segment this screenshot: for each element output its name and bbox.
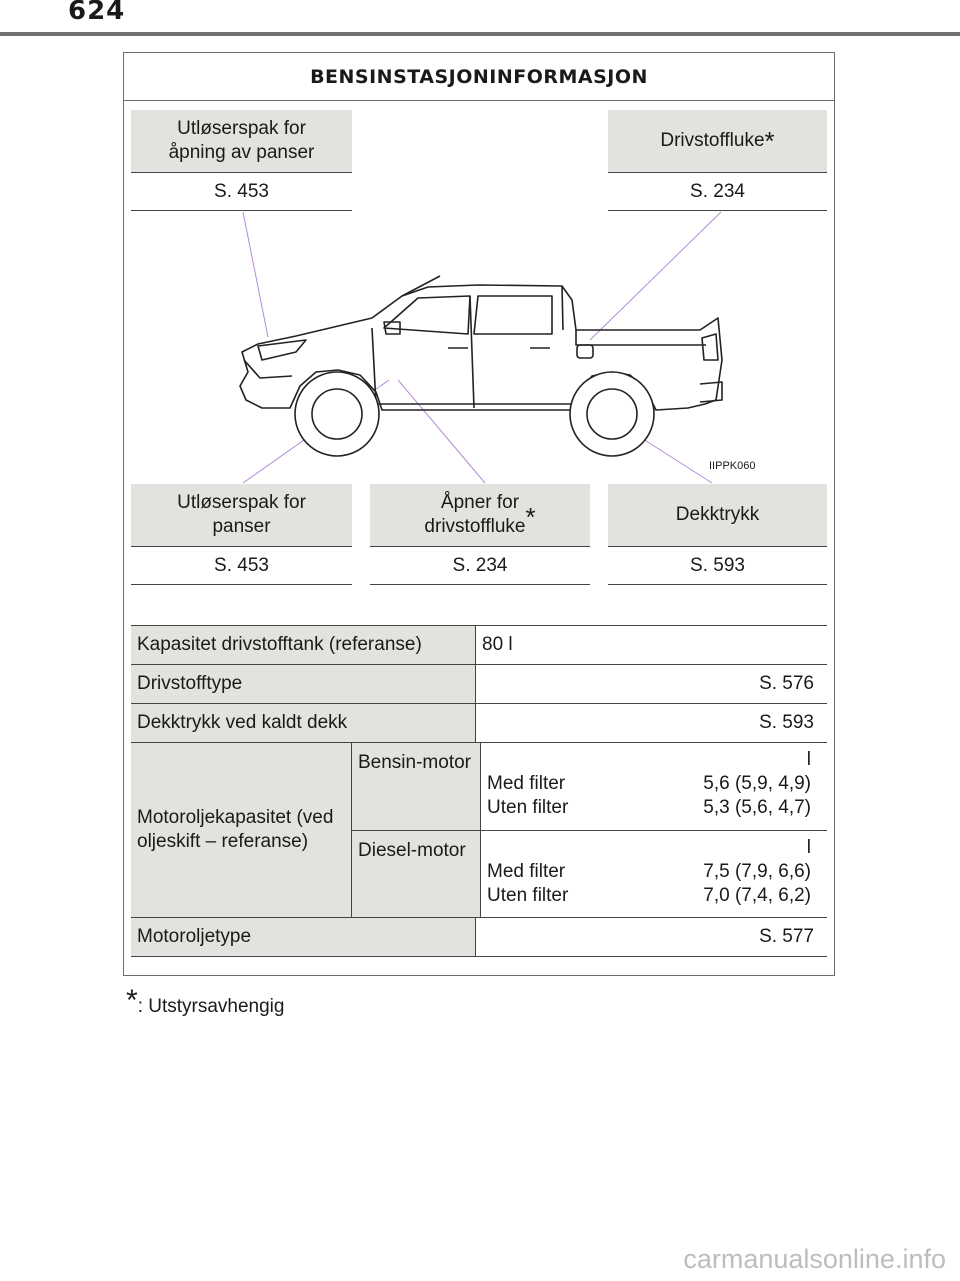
- engine-label: Bensin-motor: [352, 743, 481, 830]
- callout-page-ref: S. 453: [131, 547, 352, 585]
- callout-page-ref: S. 453: [131, 173, 352, 211]
- callout-label: Åpner for drivstoffluke*: [370, 484, 590, 547]
- callout-fuel-door-opener: [370, 484, 590, 585]
- row-label: Motoroljetype: [131, 918, 476, 956]
- asterisk: *: [525, 502, 536, 532]
- footnote: *: Utstyrsavhengig: [126, 984, 285, 1017]
- callout-page-ref: S. 593: [608, 547, 827, 585]
- table-row: [131, 625, 827, 665]
- row-label: Motoroljekapasitet (ved oljeskift – referanse): [131, 743, 352, 917]
- section-title: BENSINSTASJONINFORMASJON: [124, 53, 834, 101]
- row-value: 80 l: [482, 634, 513, 655]
- wheels: [295, 372, 654, 456]
- watermark: carmanualsonline.info: [683, 1244, 946, 1274]
- row-value: S. 577: [759, 926, 814, 947]
- row-value: S. 576: [759, 673, 814, 694]
- row-label: Kapasitet drivstofftank (referanse): [131, 626, 476, 664]
- callout-label: Utløserspak for åpning av panser: [131, 110, 352, 173]
- engine-label: Diesel-motor: [352, 831, 481, 917]
- fuel-info-table: [131, 625, 827, 957]
- callout-label: Utløserspak for panser: [131, 484, 352, 547]
- asterisk: *: [126, 984, 138, 1017]
- callout-page-ref: S. 234: [370, 547, 590, 585]
- table-row: [131, 704, 827, 743]
- table-row: [131, 665, 827, 704]
- image-code: IIPPK060: [709, 460, 756, 472]
- diesel-engine-row: Diesel-motor l Med filter 7,5 (7,9, 6,6) Uten filter 7,0 (7,4, 6,2): [352, 831, 827, 917]
- callout-tire-pressure: [608, 484, 827, 585]
- table-row: [131, 918, 827, 957]
- unit: l: [806, 837, 811, 858]
- callout-page-ref: S. 234: [608, 173, 827, 211]
- petrol-engine-row: Bensin-motor l Med filter 5,6 (5,9, 4,9) Uten filter 5,3 (5,6, 4,7): [352, 743, 827, 831]
- unit: l: [806, 749, 811, 770]
- callout-label: Drivstoffluke *: [608, 110, 827, 173]
- page-number: 624: [68, 0, 126, 26]
- callout-hood-lever-bottom: [131, 484, 352, 585]
- callout-label: Dekktrykk: [608, 484, 827, 547]
- row-value: S. 593: [759, 712, 814, 733]
- oil-capacity-row: [131, 743, 827, 918]
- row-label: Dekktrykk ved kaldt dekk: [131, 704, 476, 742]
- row-label: Drivstofftype: [131, 665, 476, 703]
